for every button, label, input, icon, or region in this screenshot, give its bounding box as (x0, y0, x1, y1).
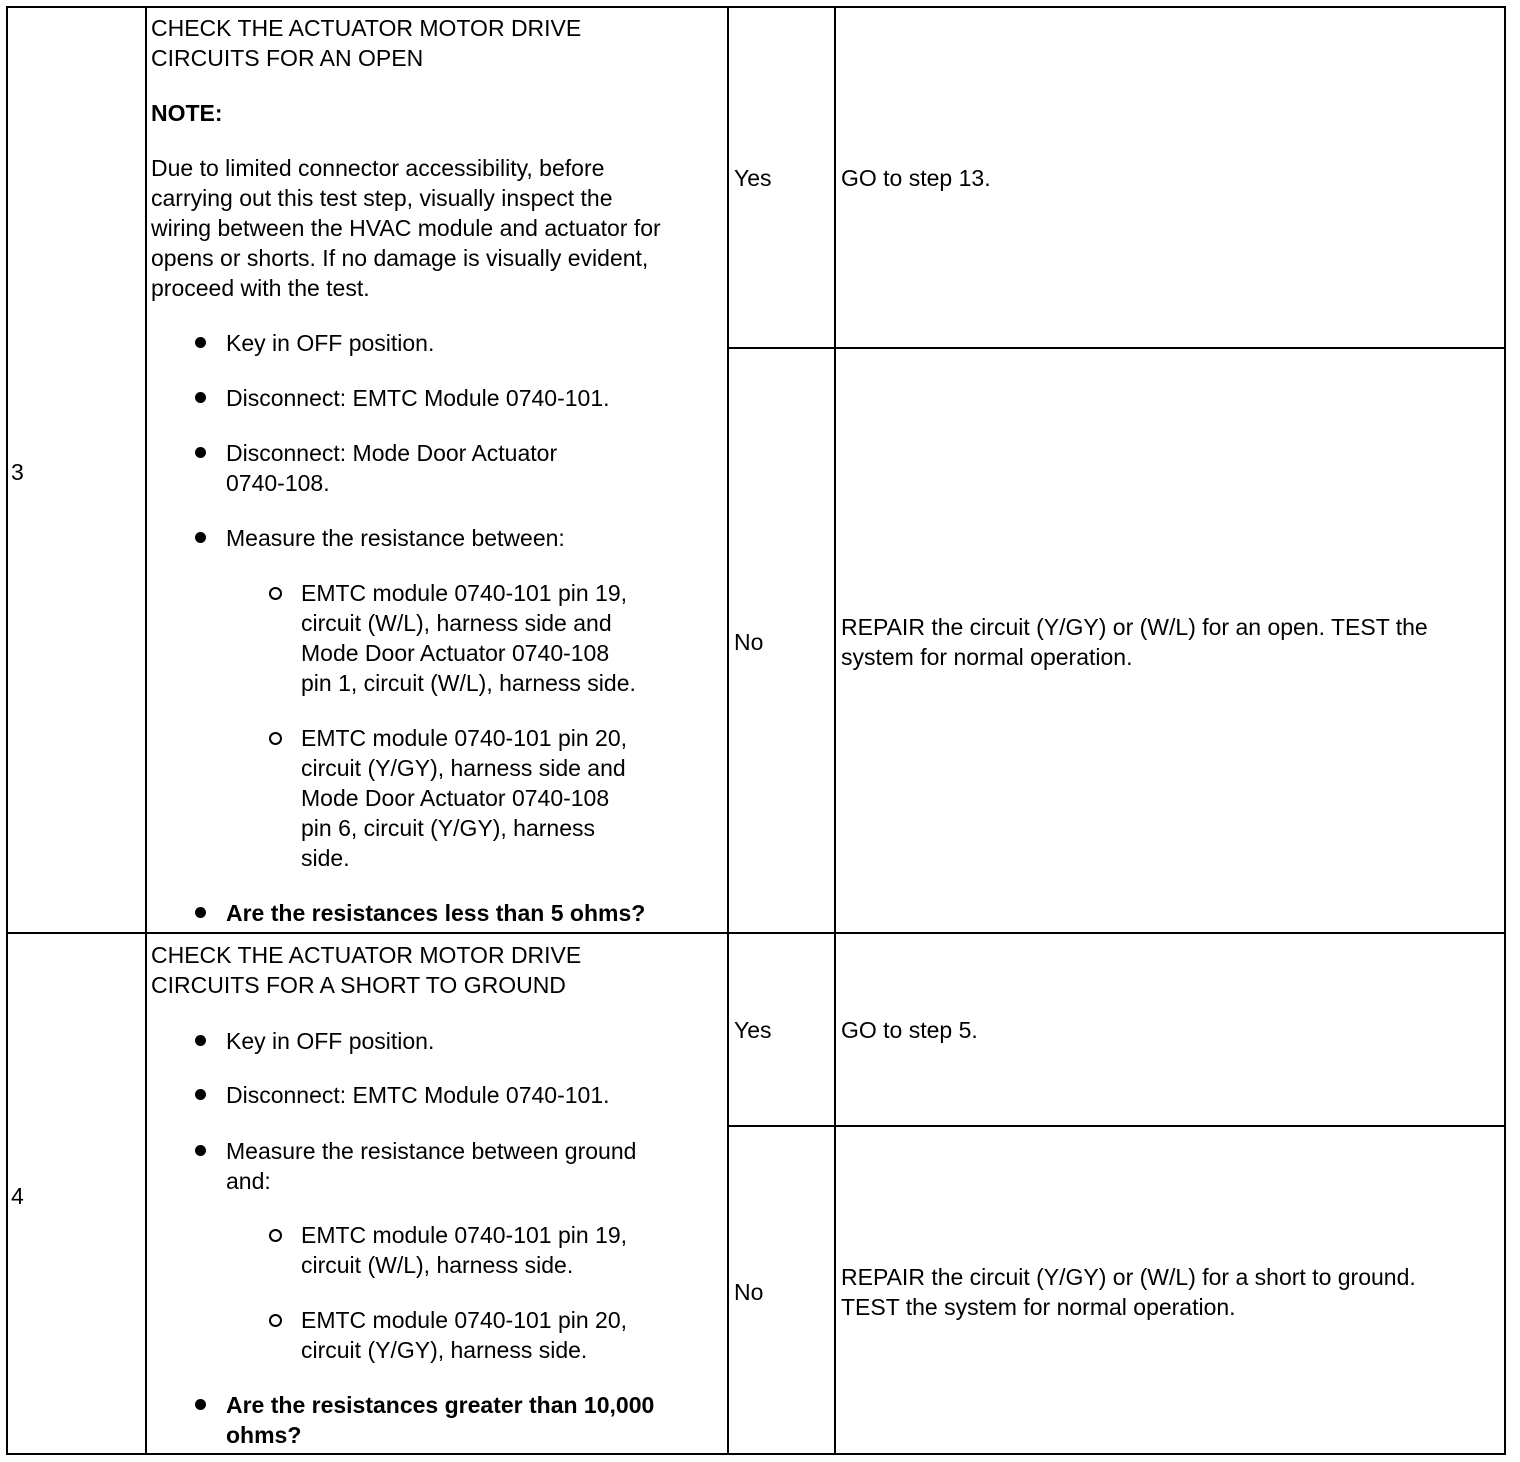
note-label: NOTE: (151, 100, 223, 126)
no-action: REPAIR the circuit (Y/GY) or (W/L) for an open. TEST the (841, 614, 1428, 640)
bullet-icon (195, 1399, 206, 1410)
note-text: opens or shorts. If no damage is visually evident, (151, 245, 649, 271)
bullet-icon (195, 1145, 206, 1156)
sub-instruction-item: circuit (W/L), harness side and (301, 610, 612, 636)
instruction-item: Key in OFF position. (226, 1028, 435, 1054)
yes-action: GO to step 5. (841, 1017, 978, 1043)
bullet-icon (195, 1035, 206, 1046)
step-title: CIRCUITS FOR AN OPEN (151, 45, 424, 71)
question-item: Are the resistances greater than 10,000 (226, 1392, 655, 1418)
step-number: 3 (11, 459, 24, 485)
sub-instruction-item: EMTC module 0740-101 pin 20, (301, 725, 628, 751)
note-text: Due to limited connector accessibility, before (151, 155, 605, 181)
instruction-item: 0740-108. (226, 470, 330, 496)
row-divider-step4-yes-no (727, 1125, 1506, 1127)
yes-action: GO to step 13. (841, 165, 991, 191)
sub-instruction-item: EMTC module 0740-101 pin 19, (301, 580, 628, 606)
sub-instruction-item: circuit (Y/GY), harness side. (301, 1337, 588, 1363)
bullet-icon (195, 392, 206, 403)
instruction-item: Measure the resistance between: (226, 525, 565, 551)
sub-instruction-item: Mode Door Actuator 0740-108 (301, 640, 610, 666)
sub-instruction-item: circuit (Y/GY), harness side and (301, 755, 626, 781)
column-divider-step (145, 6, 147, 1455)
step-number: 4 (11, 1183, 24, 1209)
sub-instruction-item: pin 1, circuit (W/L), harness side. (301, 670, 636, 696)
sub-bullet-icon (269, 587, 282, 600)
note-text: carrying out this test step, visually inspect the (151, 185, 613, 211)
no-label: No (734, 629, 764, 655)
row-divider-step3-yes-no (727, 347, 1506, 349)
no-action: REPAIR the circuit (Y/GY) or (W/L) for a short to ground. (841, 1264, 1416, 1290)
sub-bullet-icon (269, 732, 282, 745)
no-action: system for normal operation. (841, 644, 1133, 670)
yes-label: Yes (734, 1017, 772, 1043)
bullet-icon (195, 532, 206, 543)
instruction-item: Measure the resistance between ground (226, 1138, 637, 1164)
bullet-icon (195, 337, 206, 348)
question-item: ohms? (226, 1422, 302, 1448)
sub-bullet-icon (269, 1229, 282, 1242)
question-item: Are the resistances less than 5 ohms? (226, 900, 646, 926)
instruction-item: Key in OFF position. (226, 330, 435, 356)
instruction-item: Disconnect: EMTC Module 0740-101. (226, 385, 610, 411)
instruction-item: Disconnect: Mode Door Actuator (226, 440, 558, 466)
sub-instruction-item: EMTC module 0740-101 pin 19, (301, 1222, 628, 1248)
bullet-icon (195, 447, 206, 458)
no-label: No (734, 1279, 764, 1305)
sub-bullet-icon (269, 1314, 282, 1327)
sub-instruction-item: EMTC module 0740-101 pin 20, (301, 1307, 628, 1333)
yes-label: Yes (734, 165, 772, 191)
bullet-icon (195, 1089, 206, 1100)
sub-instruction-item: Mode Door Actuator 0740-108 (301, 785, 610, 811)
instruction-item: Disconnect: EMTC Module 0740-101. (226, 1082, 610, 1108)
note-text: wiring between the HVAC module and actuator for (151, 215, 661, 241)
step-title: CHECK THE ACTUATOR MOTOR DRIVE (151, 942, 582, 968)
no-action: TEST the system for normal operation. (841, 1294, 1236, 1320)
sub-instruction-item: side. (301, 845, 350, 871)
step-title: CIRCUITS FOR A SHORT TO GROUND (151, 972, 566, 998)
note-text: proceed with the test. (151, 275, 370, 301)
sub-instruction-item: circuit (W/L), harness side. (301, 1252, 574, 1278)
instruction-item: and: (226, 1168, 271, 1194)
row-divider-step3-step4 (6, 932, 1506, 934)
bullet-icon (195, 907, 206, 918)
column-divider-result (834, 6, 836, 1455)
column-divider-action (727, 6, 729, 1455)
step-title: CHECK THE ACTUATOR MOTOR DRIVE (151, 15, 582, 41)
sub-instruction-item: pin 6, circuit (Y/GY), harness (301, 815, 595, 841)
